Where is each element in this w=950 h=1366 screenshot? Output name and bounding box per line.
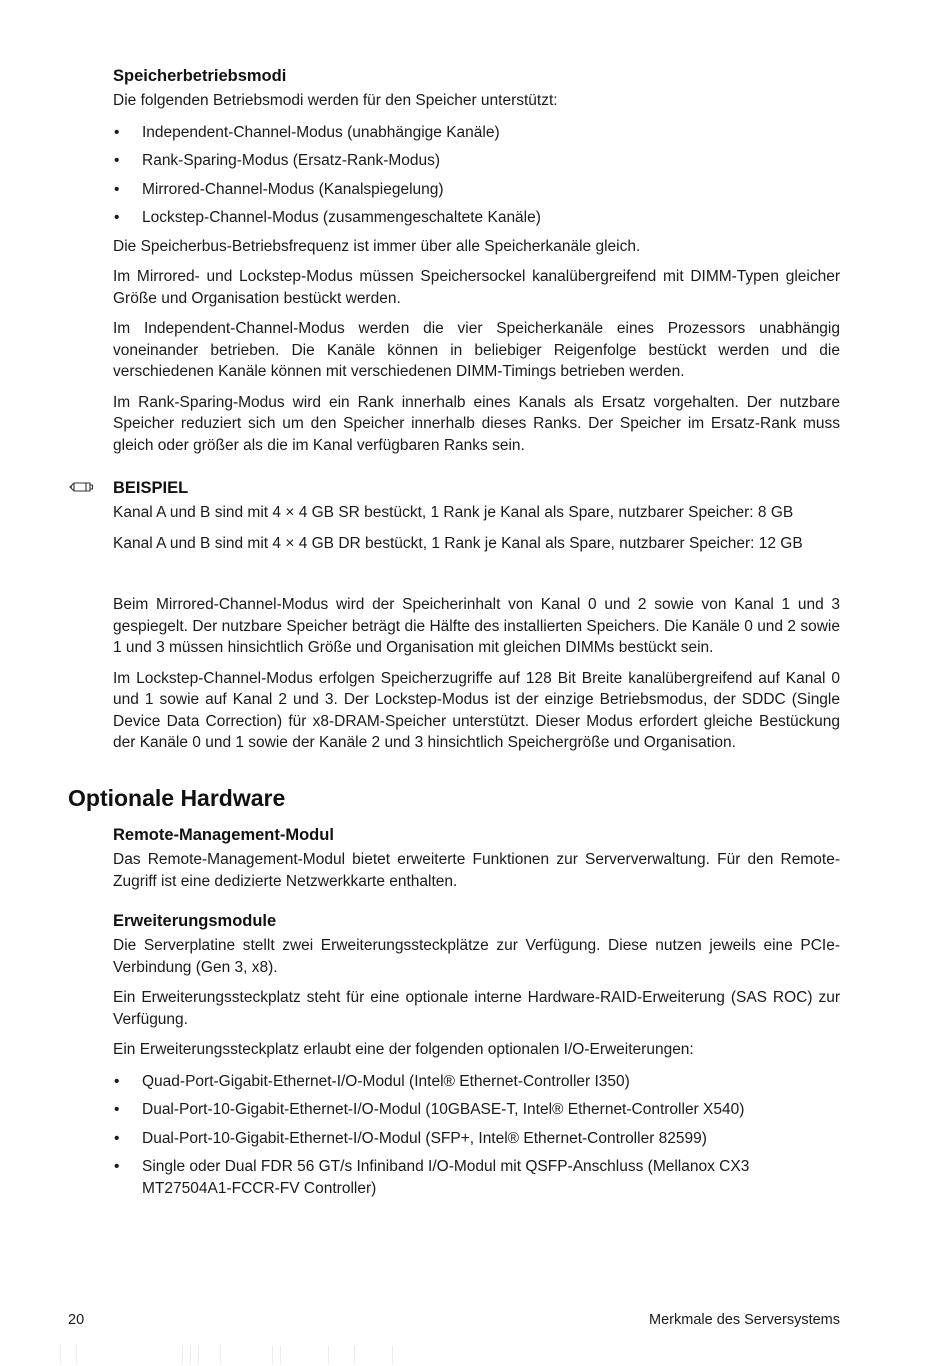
- expansion-section: [113, 911, 840, 1206]
- paragraph: Im Rank-Sparing-Modus wird ein Rank innerhalb eines Kanals als Ersatz vorgehalten. Der nutzbare Speicher reduziert sich um den Speicher innerhalb dieses Ranks. Der Speicher im Ersatz-Rank muss gleich oder größer als die im Kanal verfügbaren Ranks sein.: [113, 393, 840, 454]
- paragraph: Die Speicherbus-Betriebsfrequenz ist immer über alle Speicherkanäle gleich.: [113, 237, 641, 255]
- page-number: 20: [68, 1312, 85, 1328]
- list-item: • Independent-Channel-Modus (unabhängige Kanäle): [113, 122, 840, 144]
- example-line: Kanal A und B sind mit 4 × 4 GB DR bestückt, 1 Rank je Kanal als Spare, nutzbarer Speicher: 12 GB: [113, 534, 803, 552]
- pencil-icon: [68, 480, 94, 494]
- intro-paragraph: Die folgenden Betriebsmodi werden für den Speicher unterstützt:: [113, 92, 558, 109]
- list-item: • Lockstep-Channel-Modus (zusammengeschaltete Kanäle): [113, 207, 840, 229]
- section-heading: Erweiterungsmodule: [113, 912, 277, 930]
- modes-list: [113, 122, 840, 229]
- list-item: • Dual-Port-10-Gigabit-Ethernet-I/O-Modul (SFP+, Intel® Ethernet-Controller 82599): [113, 1128, 840, 1150]
- remote-module-section: [113, 825, 840, 901]
- paragraph: Das Remote-Management-Modul bietet erweiterte Funktionen zur Serververwaltung. Für den Remote-Zugriff ist eine dedizierte Netzwerkkarte enthalten.: [113, 851, 840, 890]
- list-item: • Dual-Port-10-Gigabit-Ethernet-I/O-Modul (10GBASE-T, Intel® Ethernet-Controller X540): [113, 1099, 840, 1121]
- list-item: • Single oder Dual FDR 56 GT/s Infiniband I/O-Modul mit QSFP-Anschluss (Mellanox CX3 MT27504A1-FCCR-FV Controller): [113, 1156, 840, 1199]
- chapter-heading: Optionale Hardware: [68, 785, 286, 811]
- paragraph: Ein Erweiterungssteckplatz steht für eine optionale interne Hardware-RAID-Erweiterung (SAS ROC) zur Verfügung.: [113, 989, 840, 1028]
- memory-continued: [113, 594, 840, 763]
- section-heading: Remote-Management-Modul: [113, 826, 334, 844]
- list-item: • Quad-Port-Gigabit-Ethernet-I/O-Modul (Intel® Ethernet-Controller I350): [113, 1071, 840, 1093]
- paragraph: Beim Mirrored-Channel-Modus wird der Speicherinhalt von Kanal 0 und 2 sowie von Kanal 1 und 3 gespiegelt. Der nutzbare Speicher beträgt die Hälfte des installierten Speichers. Die Kanäle 0 und 2 sowie 1 und 3 müssen hinsichtlich Größe und Organisation mit gleichen DIMMs bestückt sein.: [113, 596, 840, 656]
- section-heading: Speicherbetriebsmodi: [113, 67, 287, 85]
- memory-modes-section: [113, 66, 840, 465]
- io-modules-list: [113, 1071, 840, 1200]
- paragraph: Im Mirrored- und Lockstep-Modus müssen Speichersockel kanalübergreifend mit DIMM-Typen gleicher Größe und Organisation bestückt werden.: [113, 268, 840, 307]
- example-line: Kanal A und B sind mit 4 × 4 GB SR bestückt, 1 Rank je Kanal als Spare, nutzbarer Speicher: 8 GB: [113, 504, 794, 521]
- example-label: BEISPIEL: [113, 479, 189, 497]
- list-item: • Mirrored-Channel-Modus (Kanalspiegelung): [113, 179, 840, 201]
- list-item: • Rank-Sparing-Modus (Ersatz-Rank-Modus): [113, 150, 840, 172]
- paragraph: Im Lockstep-Channel-Modus erfolgen Speicherzugriffe auf 128 Bit Breite kanalübergreifend auf Kanal 0 und 1 sowie auf Kanal 2 und 3. Der Lockstep-Modus ist der einzige Betriebsmodus, der SDDC (Single Device Data Correction) für x8-DRAM-Speicher unterstützt. Dieser Modus erfordert gleiche Bestückung der Kanäle 0 und 1 sowie der Kanäle 2 und 3 hinsichtlich Speichergröße und Organisation.: [113, 669, 840, 751]
- paragraph: Die Serverplatine stellt zwei Erweiterungssteckplätze zur Verfügung. Diese nutzen jeweils eine PCIe-Verbindung (Gen 3, x8).: [113, 937, 840, 976]
- scan-artifact-marks: [58, 1346, 458, 1364]
- footer-chapter-title: Merkmale des Serversystems: [649, 1312, 840, 1328]
- paragraph: Im Independent-Channel-Modus werden die vier Speicherkanäle eines Prozessors unabhängig voneinander betrieben. Die Kanäle können in beliebiger Reigenfolge bestückt werden und die verschiedenen Kanäle können mit verschiedenen DIMM-Timings betrieben werden.: [113, 320, 840, 380]
- example-block: [113, 478, 840, 563]
- paragraph: Ein Erweiterungssteckplatz erlaubt eine der folgenden optionalen I/O-Erweiterungen:: [113, 1041, 694, 1058]
